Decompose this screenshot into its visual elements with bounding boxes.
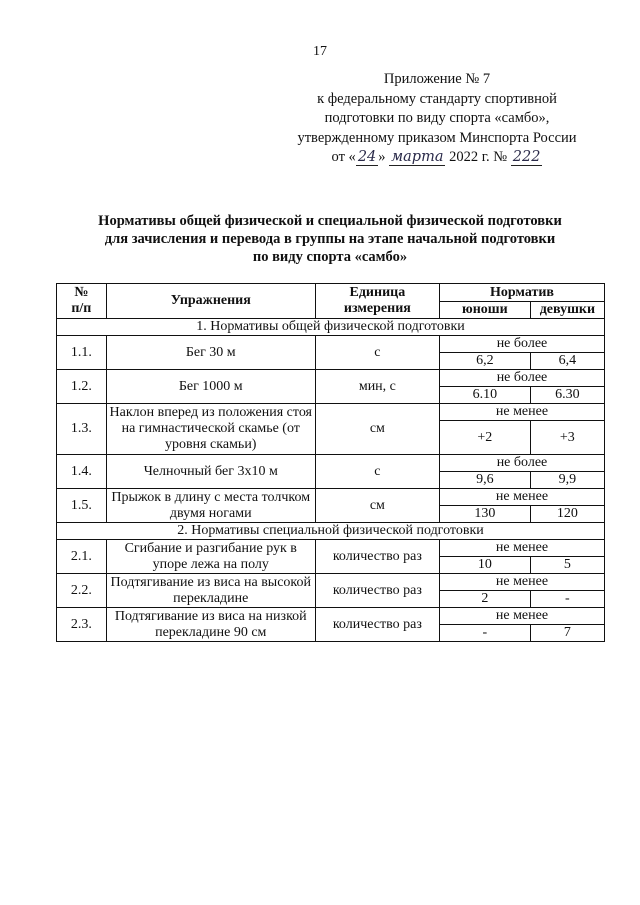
row-condition: не менее xyxy=(439,540,604,557)
appendix-line-4: утвержденному приказом Минспорта России xyxy=(297,129,577,146)
header-boys: юноши xyxy=(439,302,530,319)
row-exercise: Наклон вперед из положения стоя на гимнастической скамье (от уровня скамьи) xyxy=(106,404,315,455)
row-exercise: Бег 30 м xyxy=(106,336,315,370)
row-num: 2.3. xyxy=(57,608,107,642)
row-condition: не менее xyxy=(439,574,604,591)
row-num: 1.5. xyxy=(57,489,107,523)
row-exercise: Подтягивание из виса на низкой перекладине 90 см xyxy=(106,608,315,642)
row-exercise: Бег 1000 м xyxy=(106,370,315,404)
row-unit: с xyxy=(315,336,439,370)
row-unit: количество раз xyxy=(315,574,439,608)
row-condition: не более xyxy=(439,455,604,472)
date-prefix: от « xyxy=(331,149,356,165)
row-num: 2.1. xyxy=(57,540,107,574)
appendix-line-3: подготовки по виду спорта «самбо», xyxy=(324,110,550,126)
row-exercise: Челночный бег 3х10 м xyxy=(106,455,315,489)
header-girls: девушки xyxy=(530,302,604,319)
appendix-date-line xyxy=(292,148,582,168)
row-num: 1.3. xyxy=(57,404,107,455)
row-exercise: Сгибание и разгибание рук в упоре лежа на полу xyxy=(106,540,315,574)
row-boys-value: 6,2 xyxy=(439,353,530,370)
order-number-handwritten: 222 xyxy=(512,149,541,165)
row-girls-value: 7 xyxy=(530,625,604,642)
row-boys-value: 10 xyxy=(439,557,530,574)
row-boys-value: 2 xyxy=(439,591,530,608)
row-girls-value: +3 xyxy=(530,421,604,455)
row-unit: см xyxy=(315,489,439,523)
row-girls-value: 9,9 xyxy=(530,472,604,489)
header-unit: Единица измерения xyxy=(315,284,439,319)
row-boys-value: 6.10 xyxy=(439,387,530,404)
appendix-line-2: к федеральному стандарту спортивной xyxy=(317,90,557,107)
title-line-3: по виду спорта «самбо» xyxy=(252,249,408,265)
section-2-title: 2. Нормативы специальной физической подготовки xyxy=(57,523,605,540)
row-num: 2.2. xyxy=(57,574,107,608)
section-1-title: 1. Нормативы общей физической подготовки xyxy=(57,319,605,336)
header-exercises: Упражнения xyxy=(106,284,315,319)
row-boys-value: +2 xyxy=(439,421,530,455)
row-boys-value: 9,6 xyxy=(439,472,530,489)
appendix-block xyxy=(292,70,582,168)
row-unit: количество раз xyxy=(315,608,439,642)
row-unit: мин, с xyxy=(315,370,439,404)
row-unit: количество раз xyxy=(315,540,439,574)
header-norm: Норматив xyxy=(439,284,604,302)
title-line-2: для зачисления и перевода в группы на этапе начальной подготовки xyxy=(104,231,556,247)
row-exercise: Подтягивание из виса на высокой перекладине xyxy=(106,574,315,608)
date-month-handwritten: марта xyxy=(391,149,444,165)
row-girls-value: - xyxy=(530,591,604,608)
row-num: 1.4. xyxy=(57,455,107,489)
row-condition: не более xyxy=(439,336,604,353)
title-line-1: Нормативы общей физической и специальной физической подготовки xyxy=(98,213,562,229)
document-title xyxy=(60,212,600,266)
row-condition: не менее xyxy=(439,404,604,421)
row-girls-value: 5 xyxy=(530,557,604,574)
row-unit: см xyxy=(315,404,439,455)
row-girls-value: 6.30 xyxy=(530,387,604,404)
page-number: 17 xyxy=(313,44,327,59)
row-condition: не более xyxy=(439,370,604,387)
row-boys-value: 130 xyxy=(439,506,530,523)
date-year: 2022 г. № xyxy=(449,149,508,165)
row-girls-value: 6,4 xyxy=(530,353,604,370)
row-num: 1.1. xyxy=(57,336,107,370)
header-num: № п/п xyxy=(57,284,107,319)
row-condition: не менее xyxy=(439,608,604,625)
standards-table xyxy=(56,283,605,642)
date-mid: » xyxy=(378,149,386,165)
row-exercise: Прыжок в длину с места толчком двумя ногами xyxy=(106,489,315,523)
row-condition: не менее xyxy=(439,489,604,506)
row-girls-value: 120 xyxy=(530,506,604,523)
row-boys-value: - xyxy=(439,625,530,642)
appendix-line-1: Приложение № 7 xyxy=(383,71,491,87)
row-num: 1.2. xyxy=(57,370,107,404)
date-day-handwritten: 24 xyxy=(357,149,377,165)
row-unit: с xyxy=(315,455,439,489)
